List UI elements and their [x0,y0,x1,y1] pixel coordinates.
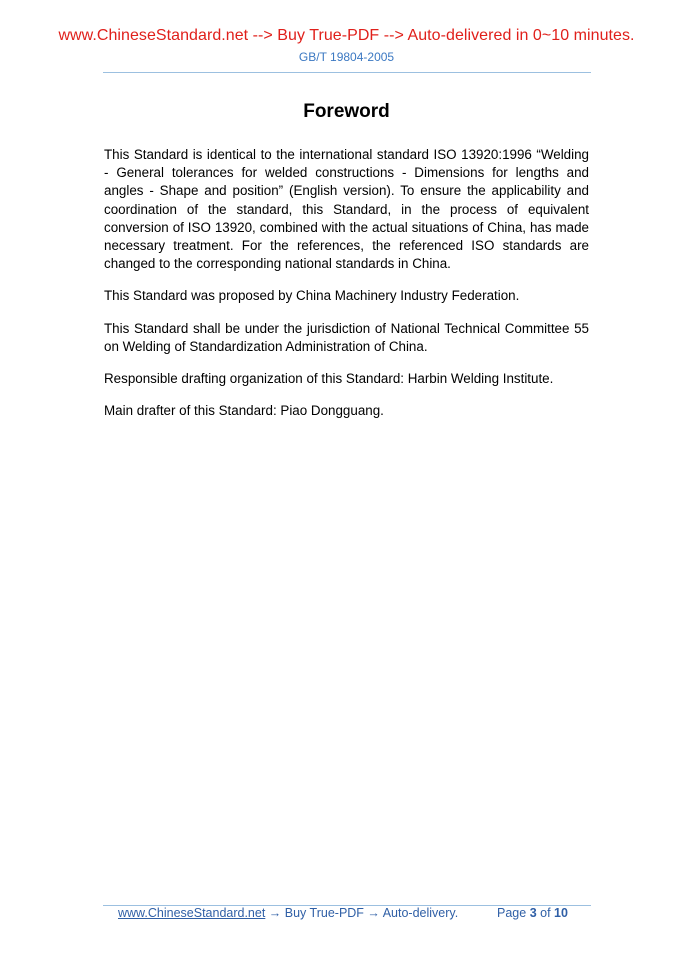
footer-promo [118,906,458,920]
document-id: GB/T 19804-2005 [298,50,395,64]
header-divider [103,72,591,73]
footer-site-link[interactable]: www.ChineseStandard.net [118,906,266,920]
paragraph: This Standard shall be under the jurisdiction of National Technical Committee 55 on Welding of Standardization Administration of China. [104,320,589,354]
top-banner-link[interactable]: www.ChineseStandard.net --> Buy True-PDF --> Auto-delivered in 0~10 minutes. [58,27,635,44]
paragraph: Main drafter of this Standard: Piao Dongguang. [104,403,384,419]
footer-promo-text: → Buy True-PDF → Auto-delivery. [265,906,459,920]
page-indicator [497,906,568,920]
page-label: Page [497,906,527,920]
page-current: 3 [529,906,537,920]
paragraph: This Standard was proposed by China Machinery Industry Federation. [104,288,520,304]
document-body [104,146,589,434]
paragraph: Responsible drafting organization of this Standard: Harbin Welding Institute. [104,371,554,387]
page-title: Foreword [303,101,390,122]
page-of: of [540,906,551,920]
page-total: 10 [554,906,568,920]
paragraph: This Standard is identical to the international standard ISO 13920:1996 “Welding - General tolerances for welded constructions - Dimensions for lengths and angles - Shape and position” (English version). To ensure the applicability and coordination of the standard, this Standard, in the process of equivalent conversion of ISO 13920, combined with the actual situations of China, has made necessary treatment. For the references, the referenced ISO standards are changed to the corresponding national standards in China. [104,147,589,272]
